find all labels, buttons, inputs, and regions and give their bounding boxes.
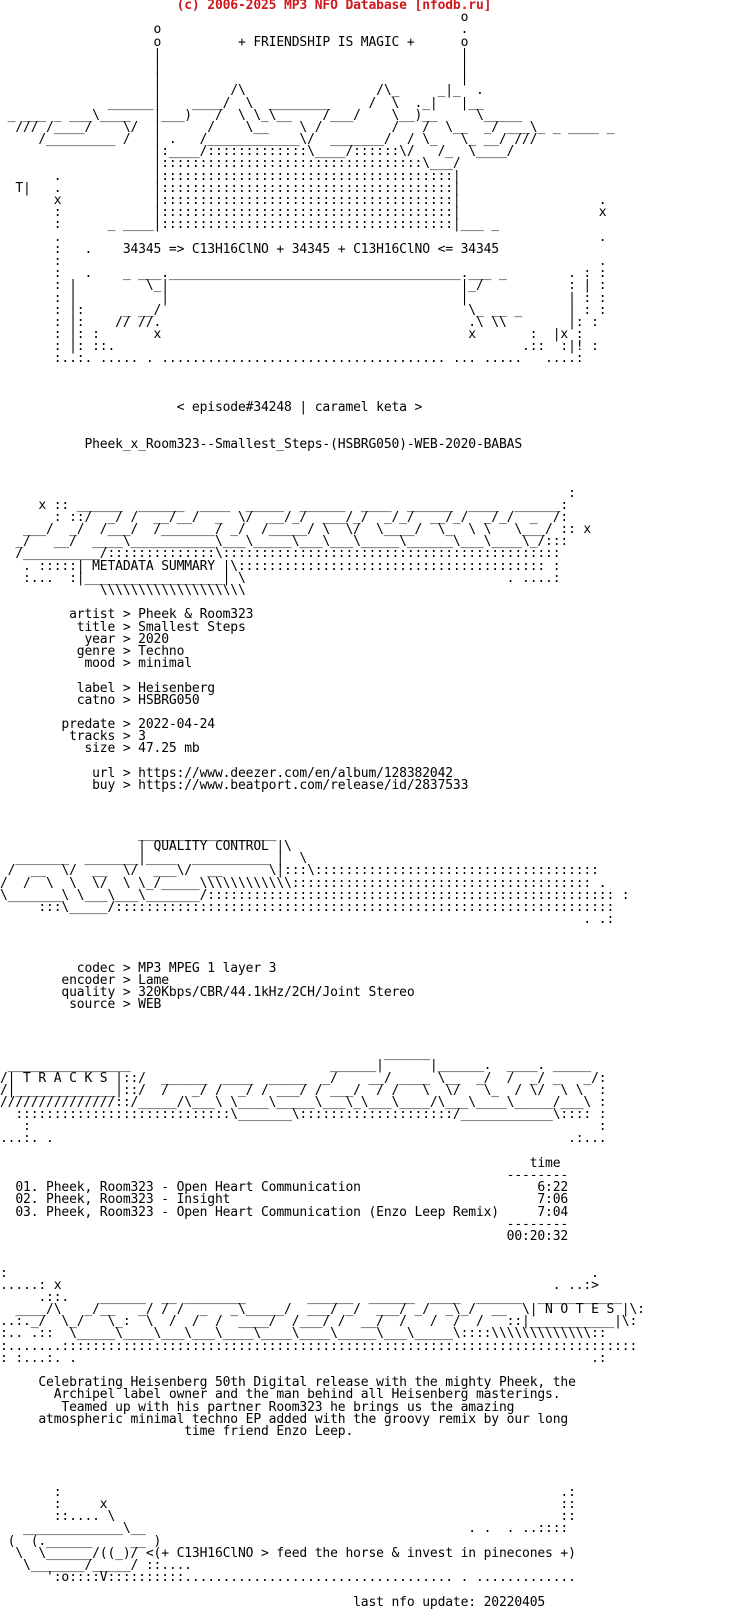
nfo-line: ::.... \ ::: [0, 1509, 576, 1525]
nfo-line: buy > https://www.beatport.com/release/id/2837533: [0, 778, 469, 793]
nfo-line: : |: // //. .\ \\ |: :: [0, 314, 599, 330]
nfo-line: [0, 804, 736, 816]
nfo-line: year > 2020: [0, 631, 169, 647]
nfo-line: size > 47.25 mb: [0, 741, 200, 757]
nfo-line: :.. .:: \_____\____\___\___\____\____\____\_____\___\_____\::::\\\\\\\\\\\\\::: [0, 1326, 607, 1342]
nfo-line: |:____/:::::::::::::\____/::::::\/ /_ \____/: [0, 144, 515, 160]
nfo-line: | |: [0, 58, 469, 74]
nfo-line: : |: ::. .:: :|! :: [0, 339, 599, 355]
nfo-line: : . 34345 => C13H16ClNO + 34345 + C13H16ClNO <= 34345: [0, 241, 499, 257]
nfo-line: [0, 1463, 736, 1475]
nfo-line: . :::::| METADATA SUMMARY |\:::::::::::::::::::::::::::::::::::::::: :: [0, 558, 561, 574]
nfo-line: 02. Pheek, Room323 - Insight 7:06: [0, 1192, 569, 1208]
nfo-line: Celebrating Heisenberg 50th Digital release with the mighty Pheek, the: [0, 1375, 576, 1391]
nfo-line: [0, 1438, 736, 1450]
nfo-line: 03. Pheek, Room323 - Open Heart Communication (Enzo Leep Remix) 7:04: [0, 1204, 569, 1220]
nfo-line: 01. Pheek, Room323 - Open Heart Communication 6:22: [0, 1180, 569, 1196]
nfo-line: ///////////////::/_____/\___\ \____\_____\___\_\___\____/\___\____\_____/___\ :: [0, 1094, 607, 1110]
nfo-line: .::. ______ __ ________ ______ ______ ____ ______ ___________: [0, 1289, 622, 1305]
nfo-line: /// /____/ \/ | / \__ \ / / / \__ _/ ___\_ _ ____ _: [0, 119, 615, 135]
nfo-line: _ ___ _ ___\____ |___) / \ \_\__ /___/ \__)__ \_____: [0, 107, 523, 123]
nfo-line: . .:: [0, 912, 615, 928]
nfo-line: catno > HSBRG050: [0, 692, 200, 708]
nfo-line: 00:20:32: [0, 1228, 569, 1244]
nfo-line: --------: [0, 1216, 569, 1232]
nfo-line: _______ _______|____ __________ | \: [0, 851, 308, 867]
nfo-line: :.......:::::::::::::::::::::::::::::::::::::::::::::::::::::::::::::::::::::::::::: [0, 1338, 638, 1354]
nfo-line: ______: [0, 1046, 430, 1062]
nfo-line: Pheek_x_Room323--Smallest_Steps-(HSBRG050)-WEB-2020-BABAS: [0, 436, 523, 452]
nfo-line: _/ __/ ____\___________\___\_____\___\___\_____\______\___\____\_/:::: [0, 534, 569, 550]
nfo-line: | QUALITY CONTROL |\: [0, 838, 292, 854]
copyright-header[interactable]: (c) 2006-2025 MP3 NFO Database [nfodb.ru]: [0, 0, 492, 13]
nfo-line: artist > Pheek & Room323: [0, 607, 254, 623]
nfo-line: [0, 414, 736, 426]
nfo-line: label > Heisenberg: [0, 680, 215, 696]
nfo-line: ______| ____/ \ ________ / \ ._| |__: [0, 95, 484, 111]
nfo-line: \_______/_____/ ::....: [0, 1558, 192, 1573]
nfo-line: encoder > Lame: [0, 973, 169, 988]
nfo-line: :..:. ..... . ..................................... ... ..... ....:: [0, 351, 584, 367]
nfo-line: [0, 366, 736, 378]
nfo-line: \\\\\\\\\\\\\\\\\\\: [0, 583, 246, 598]
nfo-line: predate > 2022-04-24: [0, 717, 215, 733]
nfo-line: ':o::::V::::::::::................................... . .............: [0, 1570, 576, 1586]
nfo-line: : x ::: [0, 1497, 576, 1513]
nfo-line: : ::/ _/ / __/__/ _ \/ __/_/ ___/_/ _/_/ __/_/ _/_/ _ /:: [0, 509, 569, 525]
nfo-line: tracks > 3: [0, 729, 146, 745]
nfo-line: [0, 938, 736, 950]
nfo-line: : |: _ __/ \_ __ _ | : :: [0, 302, 607, 318]
nfo-line: time friend Enzo Leep.: [0, 1423, 354, 1439]
nfo-line: : :...:. . .:: [0, 1350, 607, 1366]
nfo-line: /|_____________|::/ / _/ / _/ / ___/ / ___/ / / \ \/ \_ / \/ \ \ :: [0, 1082, 607, 1098]
nfo-line: [0, 792, 736, 804]
nfo-line: : _ ____|::::::::::::::::::::::::::::::::::::::|___ _: [0, 217, 499, 233]
nfo-line: ..:._/ \_/ \_: \ / / / ____/ /___/ / __/ / / / / ::|___________|\:: [0, 1314, 638, 1330]
nfo-line: . |::::::::::::::::::::::::::::::::::::::|: [0, 168, 461, 184]
nfo-line: atmospheric minimal techno EP added with the groovy remix by our long: [0, 1411, 569, 1427]
nfo-line: : .:: [0, 1484, 576, 1500]
nfo-line: o: [0, 10, 469, 26]
nfo-line: < episode#34248 | caramel keta >: [0, 400, 423, 416]
nfo-line: | |: [0, 71, 469, 87]
nfo-line: ...:. . .:...: [0, 1131, 607, 1147]
nfo-line: /_________ / | . /____________\/ _______/ / \_ \_ __/ ///: [0, 132, 538, 148]
nfo-line: __________________: [0, 826, 277, 842]
nfo-line: Archipel label owner and the man behind all Heisenberg masterings.: [0, 1387, 561, 1403]
nfo-line: [0, 1243, 736, 1255]
nfo-line: |::::::::::::::::::::::::::::::::::\___/: [0, 156, 461, 172]
nfo-line: / __ \/ __ \/ ___\/ __ \|:::\:::::::::::::::::::::::::::::::::::::: [0, 863, 599, 879]
nfo-line: ________________ ______| |______. ____. _____: [0, 1058, 592, 1074]
nfo-line: ____/\ _/__ _/ / / _ _\_____/ ___/ _/ ___/ _/ _\_/ __ \| N O T E S |\:: [0, 1302, 645, 1318]
nfo-line: ::::::::::::::::::::::::::::\_______\::::::::::::::::::::/____________\:::: :: [0, 1107, 607, 1123]
nfo-line: : | \_| |_/ : | :: [0, 278, 607, 294]
nfo-line: T| . |::::::::::::::::::::::::::::::::::::::|: [0, 180, 461, 196]
nfo-line: [0, 451, 736, 463]
nfo-line: mood > minimal: [0, 656, 192, 672]
nfo-line: --------: [0, 1168, 569, 1183]
nfo-line: o .: [0, 22, 469, 38]
nfo-line: | /\ /\_ _|_ .: [0, 83, 484, 99]
nfo-line: time: [0, 1155, 561, 1171]
nfo-line: :: [0, 485, 576, 501]
nfo-line: : |: : x x : |x :: [0, 327, 584, 343]
nfo-line: title > Smallest Steps: [0, 619, 246, 635]
nfo-line: :... :|__________________| \ . ....:: [0, 570, 561, 586]
nfo-line: last nfo update: 20220405: [0, 1594, 546, 1609]
nfo-line: [0, 926, 736, 938]
nfo-line: [0, 1012, 736, 1024]
nfo-line: : :: [0, 1119, 607, 1135]
nfo-line: [0, 1450, 736, 1462]
nfo-line: ___/ _/ /___/ /_______/ _/ /_____/ \ \/ \____/ \_ \ \ \___/ :: x: [0, 522, 592, 538]
nfo-line: / / \ \ \/ \ \_/_____\\\\\\\\\\\\::::::::::::::::::::::::::::::::::::::: .: [0, 875, 607, 891]
nfo-line: /| T R A C K S |::/ ______ ____ _____ _/ __/ ____ \__ _/ / _/ _ _/:: [0, 1070, 607, 1086]
nfo-line: ( (.______ __ ): [0, 1533, 162, 1549]
nfo-line: | |: [0, 46, 469, 62]
nfo-line: /__________/::::::::::::::\::::::::::::::::::::::::::::::::::::::::::::: [0, 546, 561, 562]
nfo-line: \ \______/((_)/ <(+ C13H16ClNO > feed the horse & invest in pinecones +): [0, 1545, 576, 1561]
nfo-line: [0, 1024, 736, 1036]
nfo-line: o + FRIENDSHIP IS MAGIC + o: [0, 34, 469, 50]
nfo-line: genre > Techno: [0, 643, 185, 659]
nfo-line: : .: [0, 1265, 599, 1281]
nfo-line: : |::::::::::::::::::::::::::::::::::::::| x: [0, 205, 607, 221]
nfo-line: Teamed up with his partner Room323 he brings us the amazing: [0, 1399, 515, 1415]
nfo-line: : | | | | : :: [0, 290, 607, 306]
nfo-line: x :: ______ ______ ____ _____ ______ ____ ______ ____ ______:: [0, 497, 569, 513]
nfo-line: [0, 463, 736, 475]
nfo-line: codec > MP3 MPEG 1 layer 3: [0, 960, 277, 976]
nfo-line: [0, 378, 736, 390]
nfo-line: quality > 320Kbps/CBR/44.1kHz/2CH/Joint Stereo: [0, 985, 415, 1001]
nfo-line: _____________\__ . . . ..::::: [0, 1521, 569, 1537]
nfo-line: \_______\ \___\___\_______/::::::::::::::::::::::::::::::::::::::::::::::::::::: :: [0, 887, 630, 903]
nfo-line: url > https://www.deezer.com/en/album/128382042: [0, 765, 453, 781]
nfo-line: source > WEB: [0, 997, 162, 1013]
nfo-line: x |::::::::::::::::::::::::::::::::::::::| .: [0, 193, 607, 208]
nfo-line: . .: [0, 229, 607, 245]
nfo-line: .....: x . ..:>: [0, 1277, 599, 1293]
nfo-line: : . _ ___.______________________________________.___ _ . : :: [0, 266, 607, 282]
nfo-line: :::\_____/:::::::::::::::::::::::::::::::::::::::::::::::::::::::::::::::::: [0, 899, 615, 915]
nfo-line: : .: [0, 253, 607, 269]
